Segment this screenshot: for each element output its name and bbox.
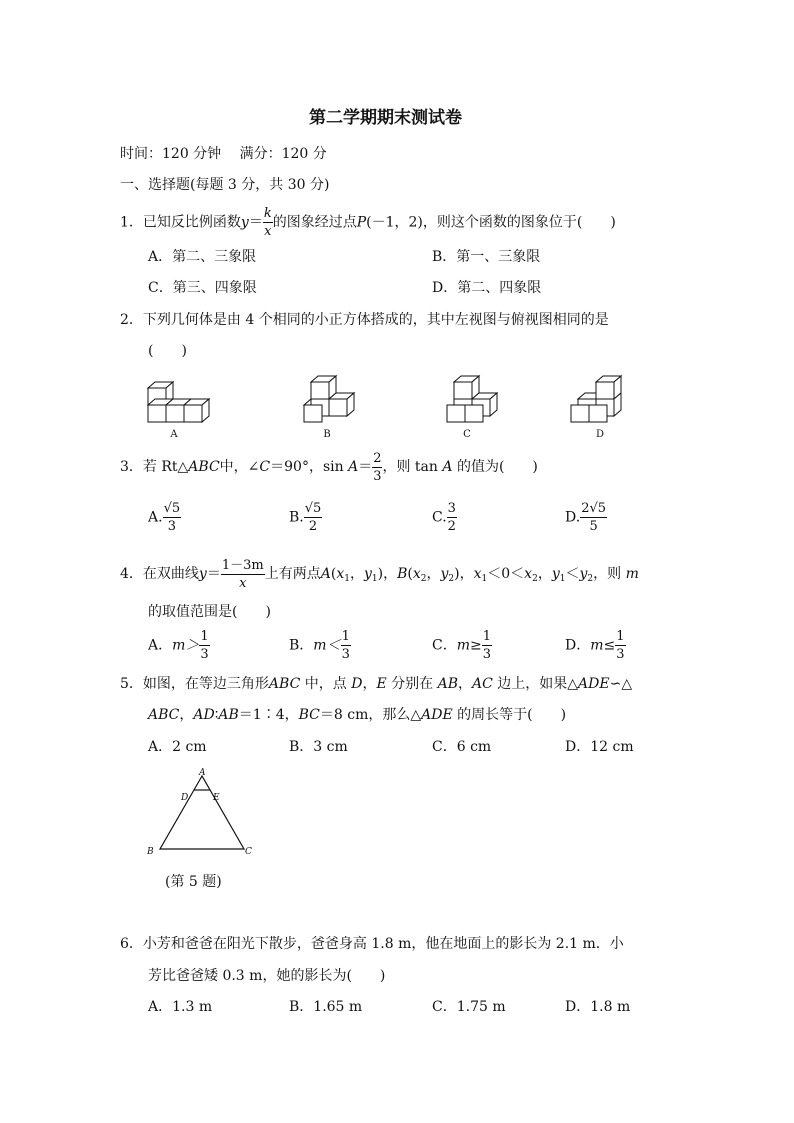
q4-var-y: y <box>198 566 207 582</box>
q1-frac-den: x <box>264 224 272 239</box>
q5-text-c: 分别在 <box>391 676 434 692</box>
q3-text-c: ＝90°，sin <box>270 459 344 475</box>
q4-frac-num: 1－3m <box>221 557 264 573</box>
q5-text-h: 的周长等于( ) <box>457 707 567 723</box>
question-2-line1: 2．下列几何体是由 4 个相同的小正方体搭成的，其中左视图与俯视图相同的是 <box>120 312 609 328</box>
q4-option-a-label: A． <box>148 637 173 654</box>
q3-option-b <box>289 502 322 533</box>
q6-option-b: B．1.65 m <box>289 999 363 1015</box>
q1-text-b: 的图象经过点 <box>272 214 357 231</box>
q3-a2: A <box>442 459 453 475</box>
q4-option-d <box>565 630 626 661</box>
q2-label-c: C <box>463 429 471 440</box>
question-1 <box>120 207 616 238</box>
q4-text-b: 上有两点 <box>264 566 321 582</box>
q5-triangle-figure <box>142 764 262 858</box>
q4-option-b-label: B． <box>289 637 314 654</box>
q5-caption: (第 5 题) <box>165 874 222 890</box>
q3-option-c-frac <box>447 502 457 533</box>
q4-option-d-den: 3 <box>616 647 625 662</box>
q3-option-c-num: 3 <box>447 501 456 516</box>
q3-option-d-den: 5 <box>589 519 598 534</box>
q3-text-d: ，则 tan <box>382 459 438 475</box>
question-2-line2: ( ) <box>148 343 187 359</box>
q3-option-d <box>565 502 607 533</box>
q1-eq: ＝ <box>248 214 263 231</box>
q1-point-p: P <box>356 214 367 231</box>
question-5-line1: 5．如图，在等边三角形ABC 中，点 D，E 分别在 AB，AC 边上，如果△ADE∽△ <box>120 676 633 692</box>
q3-option-d-label: D. <box>565 509 581 526</box>
q3-a: A <box>348 459 359 475</box>
q4-option-b-num: 1 <box>341 629 350 644</box>
q5-option-c: C．6 cm <box>432 739 492 755</box>
triangle-abc <box>160 776 244 849</box>
q3-text-b: 中，∠ <box>219 459 260 475</box>
question-4-line2: 的取值范围是( ) <box>148 604 271 620</box>
q4-option-b <box>289 630 351 661</box>
q4-fraction <box>221 559 265 590</box>
q2-figure-a <box>148 382 209 422</box>
q5-text-e: ∽△ <box>609 676 633 692</box>
question-6-line1: 6．小芳和爸爸在阳光下散步，爸爸身高 1.8 m，他在地面上的影长为 2.1 m．小 <box>120 936 624 952</box>
q4-option-a-frac <box>199 630 209 661</box>
q4-option-c <box>432 630 492 661</box>
q3-eq: ＝ <box>358 459 373 475</box>
exam-meta: 时间：120 分钟 满分：120 分 <box>120 146 327 162</box>
q4-option-b-frac <box>341 630 351 661</box>
vertex-d-label: D <box>181 793 189 803</box>
q4-option-d-num: 1 <box>616 629 625 644</box>
section-heading: 一、选择题(每题 3 分，共 30 分) <box>120 177 330 193</box>
vertex-e-label: E <box>213 793 220 803</box>
q3-fraction <box>372 452 382 483</box>
q4-option-a-num: 1 <box>200 629 209 644</box>
q2-figure-d <box>571 376 621 422</box>
q2-cube-figures <box>130 368 650 446</box>
question-4: 4．在双曲线y＝ $\frac{1-3m}{x}$ 上有两点$A(x_1$，$y_1$)，$B(x_2$，$y_2$)，$x_1<0<x_2$，$y_1<y_2$，则 m <box>120 557 639 591</box>
q2-figure-c <box>447 376 497 422</box>
q4-eq: ＝ <box>206 566 221 582</box>
q4-option-a <box>148 630 210 661</box>
q3-frac-num: 2 <box>373 450 382 466</box>
q4-option-a-den: 3 <box>200 647 209 662</box>
q3-option-d-num: 2√5 <box>581 501 607 516</box>
q3-option-c-label: C. <box>432 509 447 526</box>
q2-label-b: B <box>323 429 331 440</box>
q6-option-a: A．1.3 m <box>148 999 213 1015</box>
q5-option-d: D．12 cm <box>565 739 634 755</box>
q4-option-c-rel: m≥ <box>456 637 482 654</box>
q1-option-b: B．第一、三象限 <box>432 249 541 265</box>
q4-option-c-den: 3 <box>482 647 492 662</box>
q5-option-a: A．2 cm <box>148 739 207 755</box>
q5-text-f: ＝1∶4， <box>238 707 299 723</box>
q3-abc: ABC <box>188 459 220 475</box>
q1-text-a: 1．已知反比例函数 <box>120 214 241 231</box>
q3-option-a-num: √5 <box>163 501 181 516</box>
q6-option-c: C．1.75 m <box>432 999 506 1015</box>
q3-option-a-frac <box>163 502 182 533</box>
vertex-b-label: B <box>147 847 154 857</box>
q3-option-a-label: A. <box>148 509 163 526</box>
q5-text-a: 5．如图，在等边三角形 <box>120 676 269 692</box>
vertex-c-label: C <box>245 847 252 857</box>
q3-text-a: 3．若 Rt△ <box>120 459 189 475</box>
q4-option-b-rel: m＜ <box>313 637 341 654</box>
q3-text-e: 的值为( ) <box>456 459 538 475</box>
q5-text-d: 边上，如果△ <box>497 676 579 692</box>
q3-option-b-num: √5 <box>304 501 322 516</box>
question-5-line2: ABC，AD∶AB＝1∶4，BC＝8 cm，那么△ADE 的周长等于( ) <box>148 707 567 723</box>
q2-label-d: D <box>595 429 605 440</box>
q2-label-a: A <box>170 429 178 440</box>
q3-option-a <box>148 502 181 533</box>
q3-option-b-frac <box>304 502 323 533</box>
q3-option-d-frac <box>580 502 607 533</box>
q3-option-b-label: B. <box>289 509 304 526</box>
q3-frac-den: 3 <box>373 468 382 484</box>
q4-option-c-num: 1 <box>482 629 492 644</box>
q2-figure-b <box>304 376 354 422</box>
q5-option-b: B．3 cm <box>289 739 348 755</box>
q1-text-c: (－1，2)，则这个函数的图象位于( ) <box>366 214 616 231</box>
q1-frac-num: k <box>263 206 272 221</box>
q4-option-d-label: D． <box>565 637 591 654</box>
q4-option-a-rel: m＞ <box>172 637 200 654</box>
q4-option-c-label: C． <box>432 637 457 654</box>
q4-option-d-rel: m≤ <box>590 637 616 654</box>
q4-option-d-frac <box>615 630 625 661</box>
q1-fraction <box>263 207 273 238</box>
q1-option-c: C．第三、四象限 <box>148 280 257 296</box>
q3-option-b-den: 2 <box>308 519 318 534</box>
q3-c: C <box>259 459 271 475</box>
q3-option-c-den: 2 <box>447 519 456 534</box>
q4-frac-den: x <box>239 575 247 591</box>
vertex-a-label: A <box>199 768 206 778</box>
q1-option-d: D．第二、四象限 <box>432 280 542 296</box>
q3-option-a-den: 3 <box>167 519 176 534</box>
q5-text-b: 中，点 <box>304 676 347 692</box>
q1-var-y: y <box>240 214 249 231</box>
question-6-line2: 芳比爸爸矮 0.3 m，她的影长为( ) <box>148 968 386 984</box>
q3-option-c <box>432 502 457 533</box>
q5-text-g: ＝8 cm，那么△ <box>319 707 422 723</box>
q1-option-a: A．第二、三象限 <box>148 249 257 265</box>
q4-option-c-frac <box>482 630 492 661</box>
q4-option-b-den: 3 <box>341 647 350 662</box>
q6-option-d: D．1.8 m <box>565 999 631 1015</box>
q4-text-a: 4．在双曲线 <box>120 566 199 582</box>
page-title: 第二学期期末测试卷 <box>309 108 462 128</box>
question-3 <box>120 451 538 483</box>
